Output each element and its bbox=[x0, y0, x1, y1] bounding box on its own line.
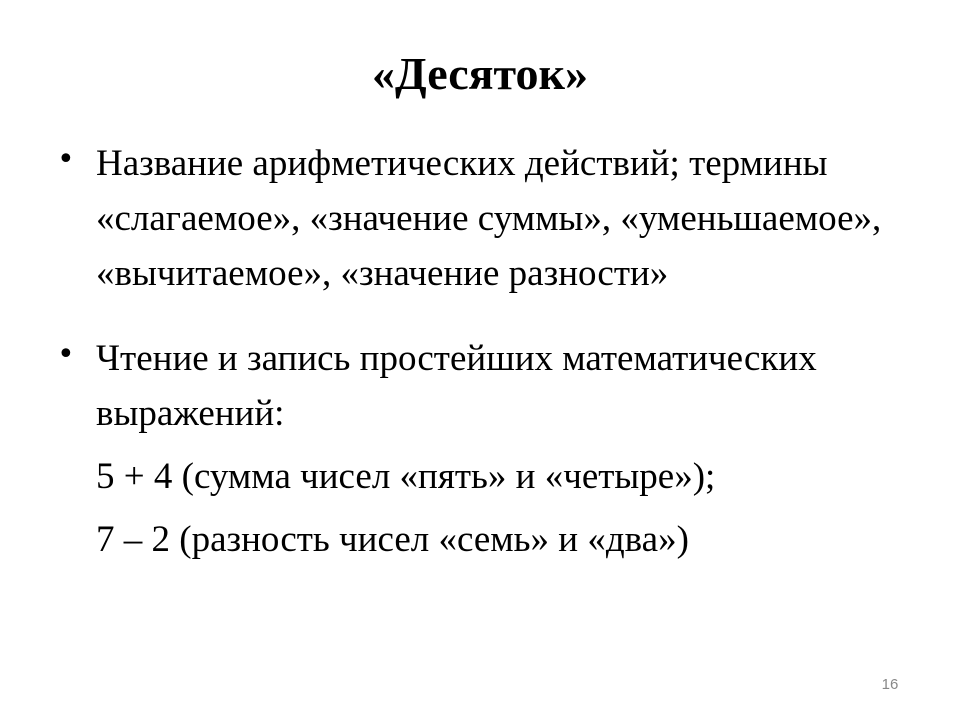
slide-number: 16 bbox=[881, 676, 899, 693]
bullet-item-arithmetic-terms bbox=[57, 136, 937, 301]
slide-content bbox=[57, 136, 937, 567]
example-expression-sum: 5 + 4 (сумма чисел «пять» и «четыре»); bbox=[96, 456, 716, 497]
bullet-text: Название арифметических действий; термины «слагаемое», «значение суммы», «уменьшаемое», «вычитаемое», «значение разности» bbox=[96, 143, 882, 294]
slide-title: «Десяток» bbox=[372, 48, 588, 99]
bullet-dot-icon: • bbox=[57, 142, 75, 177]
bullet-item-expressions bbox=[57, 331, 937, 567]
bullet-dot-icon: • bbox=[57, 337, 75, 372]
bullet-text: Чтение и запись простейших математических выражений: bbox=[96, 338, 817, 434]
example-expression-difference: 7 – 2 (разность чисел «семь» и «два») bbox=[96, 519, 689, 560]
